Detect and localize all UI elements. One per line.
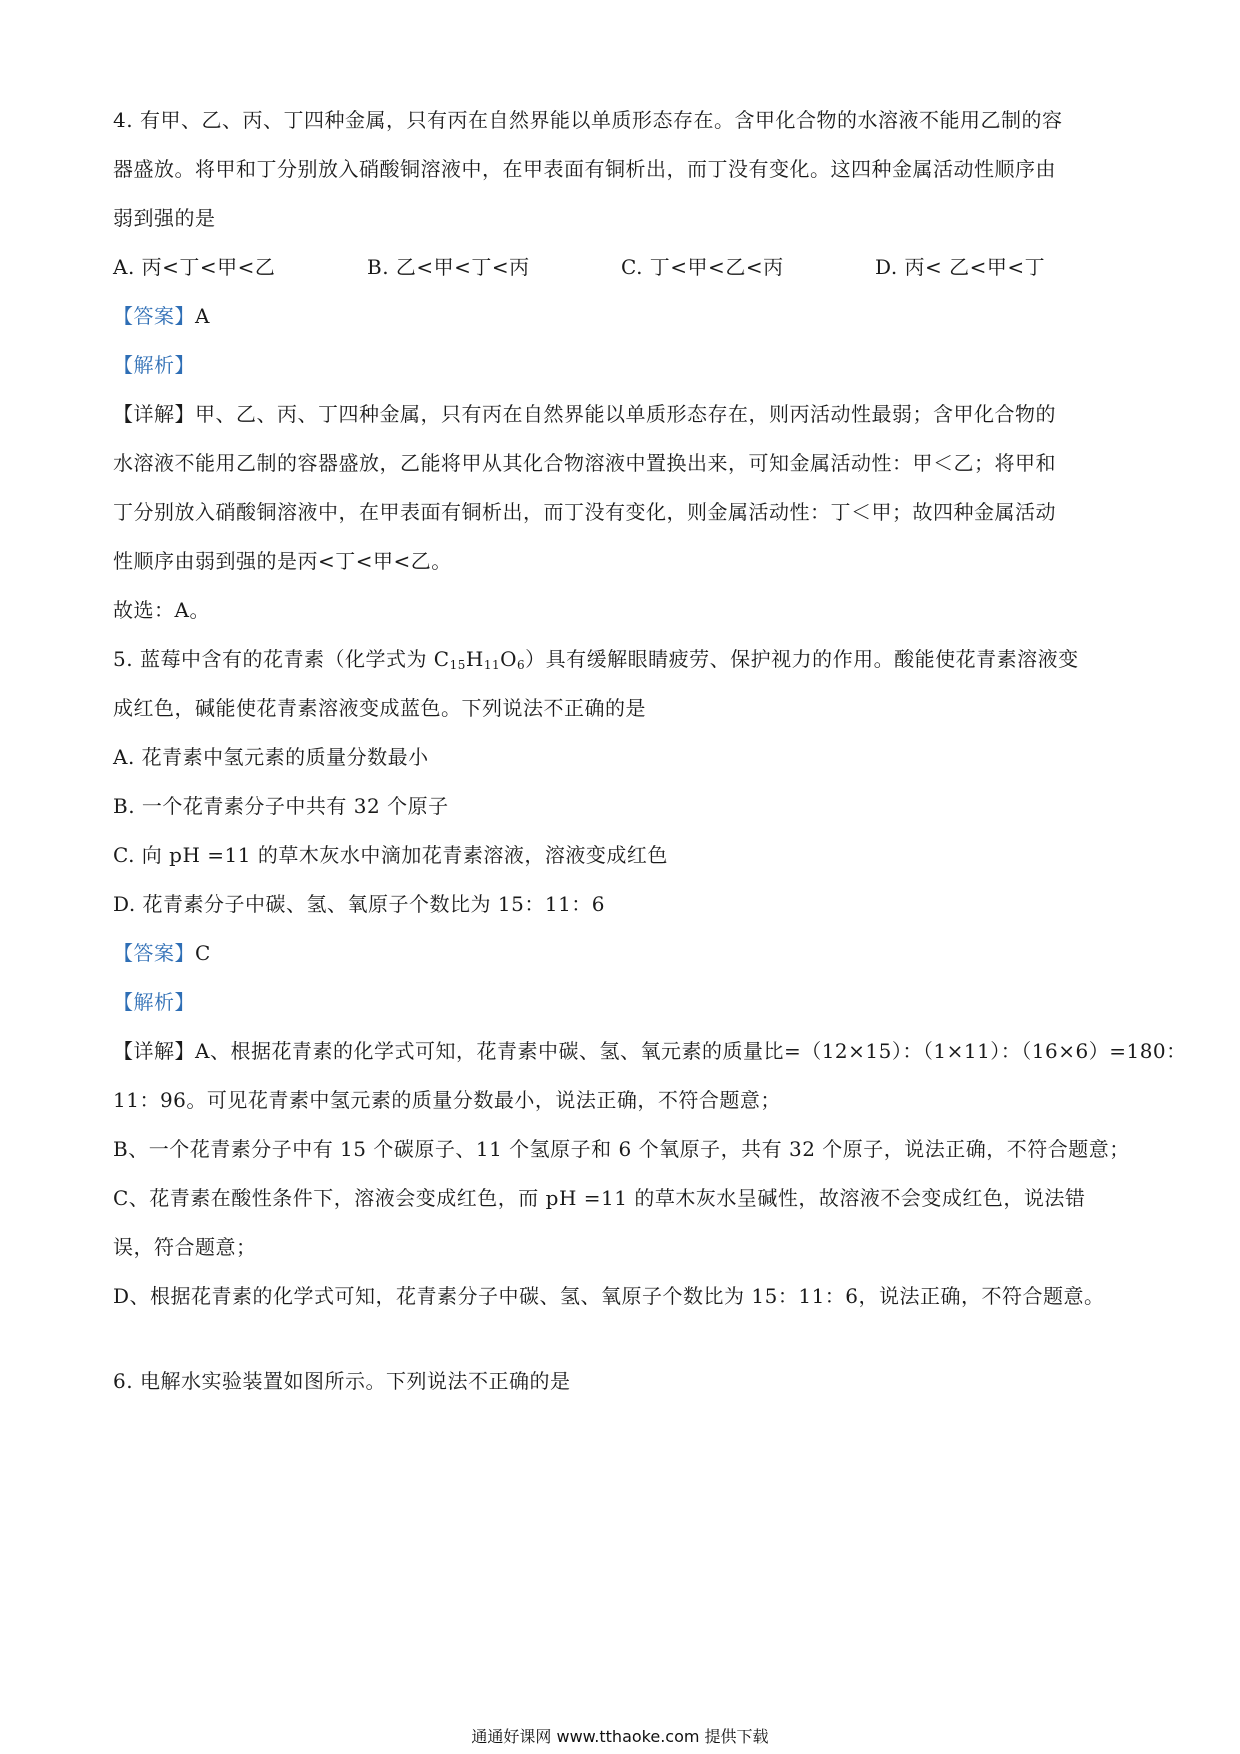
- q5-analysis: [113, 978, 1133, 1027]
- detail-text: 甲、乙、丙、丁四种金属，只有丙在自然界能以单质形态存在，则丙活动性最弱；含甲化合物的: [195, 402, 1056, 426]
- q4-answer: [113, 292, 1133, 341]
- q5-stem-line-2: 成红色，碱能使花青素溶液变成蓝色。下列说法不正确的是: [113, 696, 646, 720]
- q5-stem-line-1: [113, 635, 1133, 684]
- q4-option-b: B. 乙<甲<丁<丙: [367, 255, 530, 279]
- formula-sub-h: 11: [483, 658, 501, 672]
- q4-stem-line-1: 4. 有甲、乙、丙、丁四种金属，只有丙在自然界能以单质形态存在。含甲化合物的水溶液不能用乙制的容: [113, 108, 1063, 132]
- formula-sub-c: 15: [449, 658, 466, 672]
- answer-value: C: [195, 941, 211, 965]
- q5-answer: [113, 929, 1133, 978]
- q4-stem-line-2: 器盛放。将甲和丁分别放入硝酸铜溶液中，在甲表面有铜析出，而丁没有变化。这四种金属活动性顺序由: [113, 157, 1056, 181]
- q5-option-c: C. 向 pH =11 的草木灰水中滴加花青素溶液，溶液变成红色: [113, 843, 668, 867]
- answer-label: 【答案】: [113, 304, 195, 328]
- analysis-label: 【解析】: [113, 990, 195, 1014]
- q4-detail-line-4: 性顺序由弱到强的是丙<丁<甲<乙。: [113, 549, 452, 573]
- analysis-label: 【解析】: [113, 353, 195, 377]
- document-page: [113, 96, 1187, 1406]
- q4-stem-line-3: 弱到强的是: [113, 206, 216, 230]
- detail-text: A、根据花青素的化学式可知，花青素中碳、氢、氧元素的质量比=（12×15）：（1×11）：（16×6）=180：: [195, 1039, 1187, 1063]
- q5-detail-line-3: B、一个花青素分子中有 15 个碳原子、11 个氢原子和 6 个氧原子，共有 32 个原子，说法正确，不符合题意；: [113, 1137, 1130, 1161]
- q4-option-a: A. 丙<丁<甲<乙: [113, 255, 276, 279]
- q5-detail-line-5: 误，符合题意；: [113, 1235, 257, 1259]
- formula-h: H: [465, 647, 484, 671]
- detail-label: 【详解】: [113, 1039, 195, 1063]
- formula-o: O: [500, 647, 518, 671]
- q4-choice: 故选：A。: [113, 598, 210, 622]
- page-footer: 通通好课网 www.tthaoke.com 提供下载: [471, 1727, 769, 1746]
- detail-label: 【详解】: [113, 402, 195, 426]
- q4-option-d: D. 丙< 乙<甲<丁: [875, 255, 1046, 279]
- q5-option-a: A. 花青素中氢元素的质量分数最小: [113, 745, 429, 769]
- q4-detail-line-2: 水溶液不能用乙制的容器盛放，乙能将甲从其化合物溶液中置换出来，可知金属活动性：甲＜乙；将甲和: [113, 451, 1056, 475]
- q5-option-d: D. 花青素分子中碳、氢、氧原子个数比为 15：11：6: [113, 892, 606, 916]
- formula-sub-o: 6: [517, 658, 526, 672]
- q5-detail-line-6: D、根据花青素的化学式可知，花青素分子中碳、氢、氧原子个数比为 15：11：6，说法正确，不符合题意。: [113, 1284, 1105, 1308]
- q6-stem-line-1: 6. 电解水实验装置如图所示。下列说法不正确的是: [113, 1369, 571, 1393]
- q4-detail-line-3: 丁分别放入硝酸铜溶液中，在甲表面有铜析出，而丁没有变化，则金属活动性：丁＜甲；故四种金属活动: [113, 500, 1056, 524]
- q5-detail-line-2: 11：96。可见花青素中氢元素的质量分数最小，说法正确，不符合题意；: [113, 1088, 781, 1112]
- q5-option-b: B. 一个花青素分子中共有 32 个原子: [113, 794, 449, 818]
- q4-analysis: [113, 341, 1133, 390]
- q4-options: [113, 243, 1133, 292]
- q5-stem-text-a: 5. 蓝莓中含有的花青素（化学式为 C: [113, 647, 450, 671]
- q5-detail-line-1: [113, 1027, 1187, 1076]
- q4-option-c: C. 丁<甲<乙<丙: [621, 255, 784, 279]
- answer-value: A: [195, 304, 210, 328]
- q5-stem-text-b: ）具有缓解眼睛疲劳、保护视力的作用。酸能使花青素溶液变: [525, 647, 1079, 671]
- q4-detail-line-1: [113, 390, 1133, 439]
- q5-detail-line-4: C、花青素在酸性条件下，溶液会变成红色，而 pH =11 的草木灰水呈碱性，故溶液不会变成红色，说法错: [113, 1186, 1086, 1210]
- answer-label: 【答案】: [113, 941, 195, 965]
